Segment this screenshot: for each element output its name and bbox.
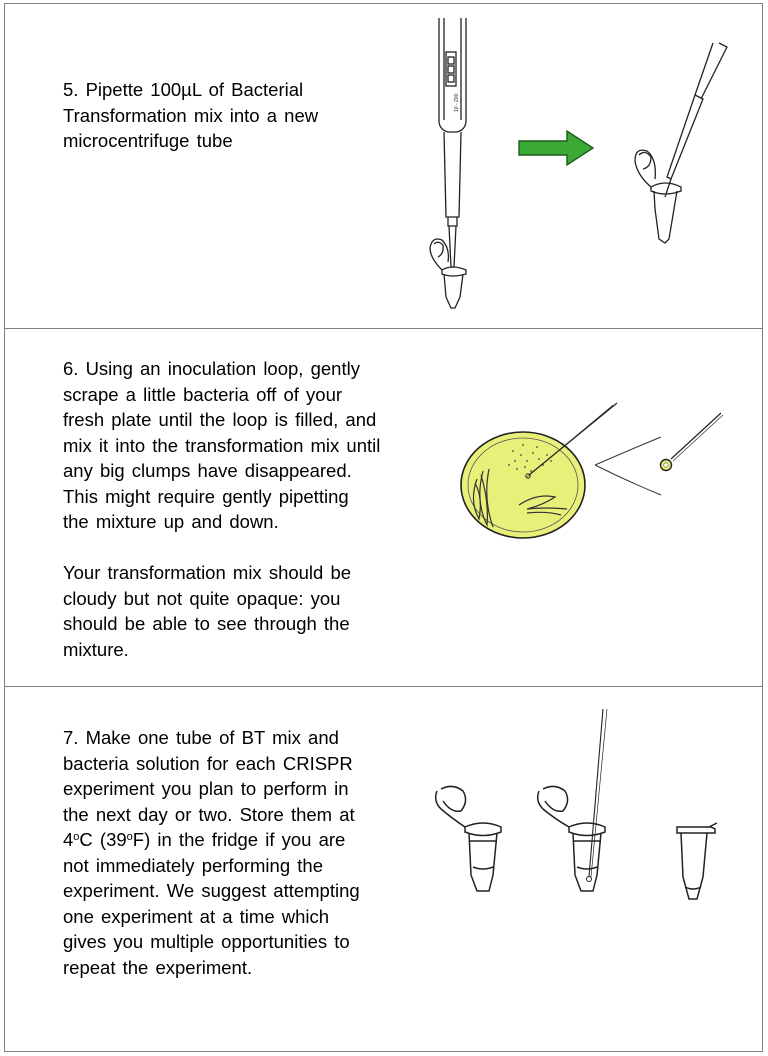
step-6-line: This might require gently pipetting (63, 485, 349, 507)
step-6-line: 6. Using an inoculation loop, gently (63, 358, 360, 379)
step-6-line: Your transformation mix should be (63, 562, 352, 583)
step-5-line: microcentrifuge tube (63, 130, 233, 151)
open-tube-illustration (429, 783, 509, 899)
closed-tube-illustration (671, 821, 721, 905)
pipette-volume-label: 10 - 200 (454, 93, 460, 112)
step-6-line: scrape a little bacteria off of your (63, 383, 343, 405)
step-7-panel (4, 686, 763, 1052)
pipette-into-tube-illustration (410, 12, 490, 317)
step-6-line: mixture. (63, 638, 129, 660)
step-7-line: one experiment at a time which (63, 905, 330, 927)
step-7-line: bacteria solution for each CRISPR (63, 752, 353, 774)
step-7-line: the next day or two. Store them at (63, 803, 355, 825)
step-6-line: mix it into the transformation mix until (63, 434, 381, 456)
open-tube-with-loop-illustration (531, 707, 617, 899)
step-7-line: experiment. We suggest attempting (63, 880, 360, 901)
step-5-line: 5. Pipette 100µL of Bacterial (63, 79, 304, 100)
step-7-line: experiment you plan to perform in (63, 778, 349, 799)
step-7-line: repeat the experiment. (63, 956, 253, 978)
step-5-text (63, 77, 403, 154)
step-5-panel (4, 3, 763, 329)
step-6-line: the mixture up and down. (63, 511, 279, 532)
step-6-line: should be able to see through the (63, 613, 350, 634)
step-7-text (63, 725, 423, 980)
step-7-temp-line: 4$^o$C (39$^o$F) in the fridge if you are (63, 829, 346, 850)
step-7-line: not immediately performing the (63, 854, 323, 876)
step-6-line: fresh plate until the loop is filled, and (63, 409, 377, 430)
pipette-tip-in-tube-illustration (621, 39, 731, 249)
step-7-line: 7. Make one tube of BT mix and (63, 727, 339, 748)
green-arrow-icon (517, 129, 597, 167)
step-5-line: Transformation mix into a new (63, 104, 319, 126)
step-6-panel (4, 328, 763, 687)
step-6-line: any big clumps have disappeared. (63, 460, 352, 481)
step-6-line: cloudy but not quite opaque: you (63, 587, 341, 609)
petri-plate-streaking-illustration (457, 401, 737, 551)
step-7-line: gives you multiple opportunities to (63, 931, 350, 952)
step-6-text (63, 356, 433, 662)
